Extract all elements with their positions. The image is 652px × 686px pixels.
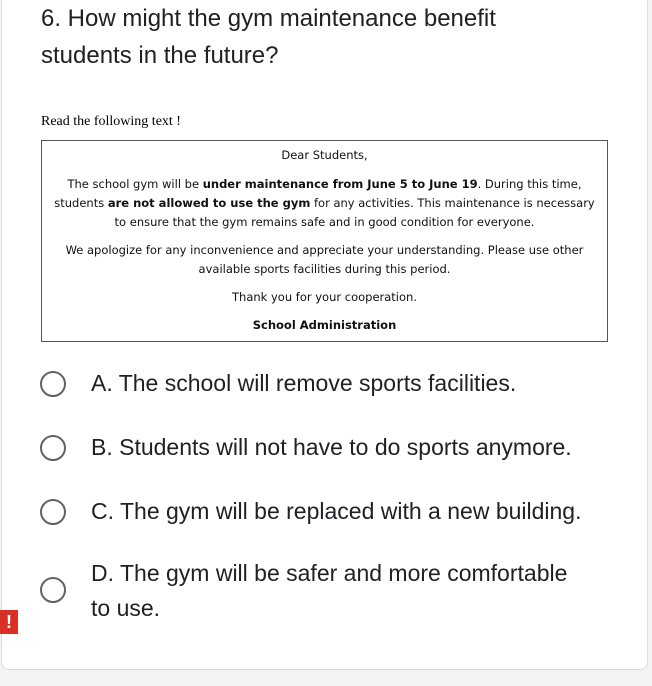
question-title-line-2: students in the future? xyxy=(41,42,279,69)
option-d[interactable] xyxy=(40,556,620,626)
radio-b[interactable] xyxy=(40,435,66,461)
radio-a[interactable] xyxy=(40,371,66,397)
letter-p1-bold-dates: under maintenance from June 5 to June 19 xyxy=(202,177,478,191)
option-a-label[interactable]: A. The school will remove sports facilities. xyxy=(91,370,517,396)
letter-p1-text-e: for any activities. This maintenance is necessary to ensure that the gym remains safe and in good condition for everyone. xyxy=(114,196,595,229)
letter-signature: School Administration xyxy=(252,318,397,332)
letter-paragraph-2: We apologize for any inconvenience and appreciate your understanding. Please use other available sports facilities during this period. xyxy=(65,243,584,276)
radio-c[interactable] xyxy=(40,499,66,525)
option-d-label[interactable] xyxy=(91,556,611,626)
reading-instruction: Read the following text ! xyxy=(41,114,181,129)
question-title xyxy=(41,0,601,74)
letter-paragraph-1 xyxy=(50,175,599,232)
letter-p1-bold-rule: are not allowed to use the gym xyxy=(107,196,311,210)
option-b[interactable] xyxy=(40,433,620,463)
option-a[interactable] xyxy=(40,369,620,399)
letter-greeting: Dear Students, xyxy=(281,148,368,162)
option-c-label[interactable]: C. The gym will be replaced with a new building. xyxy=(91,498,582,524)
letter-thanks: Thank you for your cooperation. xyxy=(232,290,417,304)
letter-p1-text-c: . During this time, students xyxy=(54,177,582,210)
radio-d[interactable] xyxy=(40,577,66,603)
required-alert-icon: ! xyxy=(0,610,18,634)
option-b-label[interactable]: B. Students will not have to do sports anymore. xyxy=(91,434,572,460)
option-d-label-line-1: D. The gym will be safer and more comfortable xyxy=(91,560,568,586)
question-title-line-1: 6. How might the gym maintenance benefit xyxy=(41,5,496,32)
letter-p1-text-a: The school gym will be xyxy=(67,177,203,191)
option-d-label-line-2: to use. xyxy=(91,595,161,621)
option-c[interactable] xyxy=(40,497,620,527)
notice-letter xyxy=(41,140,608,342)
